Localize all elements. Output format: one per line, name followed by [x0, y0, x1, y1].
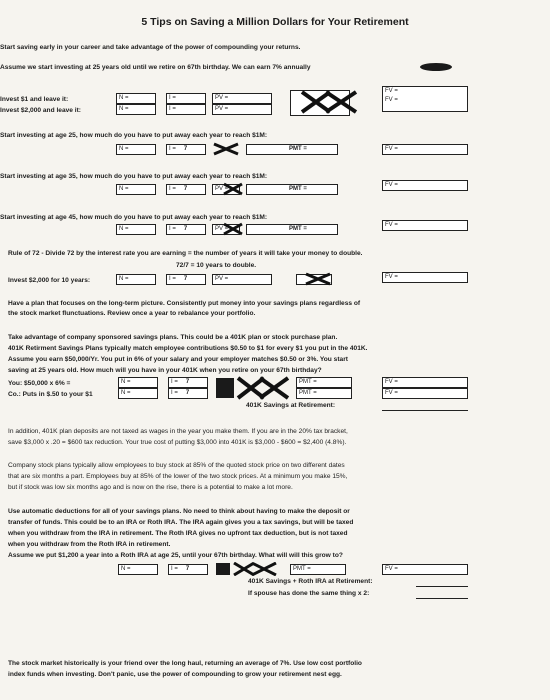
stock-line1: Company stock plans typically allow employees to buy stock at 85% of the quoted stock price on two different dates	[8, 462, 345, 469]
pv-label: PV =	[215, 276, 229, 282]
rule72-calc: 72/7 = 10 years to double.	[176, 262, 257, 269]
pmt-label: PMT =	[289, 186, 307, 192]
question-age-25: Start investing at age 25, how much do you have to put away each year to reach $1M:	[0, 132, 268, 139]
fv-label: FV =	[385, 97, 398, 103]
tip4-line1: Use automatic deductions for all of your savings plans. No need to think about having to make the deposit or	[8, 508, 350, 515]
n-label: N =	[119, 186, 129, 192]
tip4-line5: Assume we put $1,200 a year into a Roth IRA at age 25, until your 67th birthday. What will will this grow to?	[8, 552, 343, 559]
pv-field[interactable]	[212, 274, 272, 285]
tip5-line1: The stock market historically is your friend over the long haul, returning an average of 7%. Use low cost portfolio	[8, 660, 362, 667]
i-field[interactable]	[166, 224, 206, 235]
pv-field[interactable]	[212, 104, 272, 115]
page-title: 5 Tips on Saving a Million Dollars for Your Retirement	[141, 16, 409, 28]
fv-label: FV =	[385, 182, 398, 188]
tip3-you-label: You: $50,000 x 6% =	[8, 380, 71, 387]
fv-field[interactable]	[382, 272, 468, 283]
n-label: N =	[119, 226, 129, 232]
n-label: N =	[121, 566, 131, 572]
n-field[interactable]	[118, 377, 158, 388]
scribble-mark	[418, 62, 454, 76]
fv-label: FV =	[385, 88, 398, 94]
rule72-heading: Rule of 72 - Divide 72 by the interest rate you are earning = the number of years it will take your money to double.	[8, 250, 363, 257]
401k-savings-label: 401K Savings at Retirement:	[246, 402, 336, 409]
tax-line2: save $3,000 x .20 = $600 tax reduction. Your true cost of putting $3,000 into 401K is $3,000 - $600 = $2,400 (4.8%).	[8, 439, 347, 446]
rate-value: 7	[183, 146, 188, 152]
stock-line2: that are six months a part. Employees buy at 85% of the lower of the two stock prices. At a minimum you make 15%,	[8, 473, 348, 480]
n-label: N =	[119, 106, 129, 112]
tip3-line1: Take advantage of company sponsored savings plans. This could be a 401K plan or stock purchase plan.	[8, 334, 338, 341]
n-label: N =	[119, 146, 129, 152]
tip2-line2: the stock market flunctuations. Review once a year to rebalance your portfolio.	[8, 310, 256, 317]
n-field[interactable]	[118, 388, 158, 399]
pv-label: PV =	[215, 95, 229, 101]
fv-field[interactable]	[382, 388, 468, 399]
tip1-heading: Start saving early in your career and take advantage of the power of compounding your returns.	[0, 44, 301, 51]
i-field[interactable]	[168, 564, 208, 575]
invest-2000-label: Invest $2,000 and leave it:	[0, 107, 81, 114]
scribble-mark	[214, 376, 294, 402]
fv-field[interactable]	[382, 180, 468, 191]
i-field[interactable]	[166, 144, 206, 155]
tip4-line2: transfer of funds. This could be to an IRA or Roth IRA. The IRA again gives you a tax savings, but will be taxed	[8, 519, 354, 526]
pmt-label: PMT =	[299, 390, 317, 396]
i-field[interactable]	[166, 93, 206, 104]
i-label: I =	[169, 226, 176, 232]
fv-field[interactable]	[382, 377, 468, 388]
tip3-company-label: Co.: Puts in $.50 to your $1	[8, 391, 93, 398]
tip2-line1: Have a plan that focuses on the long-term picture. Consistently put money into your savings plans regardless of	[8, 300, 361, 307]
tip3-line3: Assume you earn $50,000/Yr. You put in 6% of your salary and your employer matches $0.50 or 3%. You start	[8, 356, 348, 363]
pmt-label: PMT =	[293, 566, 311, 572]
fv-label: FV =	[385, 222, 398, 228]
pmt-label: PMT =	[289, 146, 307, 152]
pv-label: PV =	[215, 226, 229, 232]
spouse-label: If spouse has done the same thing x 2:	[248, 590, 370, 597]
pmt-field[interactable]	[246, 144, 338, 155]
fv-field[interactable]	[382, 86, 468, 112]
tip4-line4: when you withdraw from the Roth IRA in retirement.	[8, 541, 171, 548]
n-field[interactable]	[116, 274, 156, 285]
scribble-mark	[222, 222, 244, 236]
i-label: I =	[171, 379, 178, 385]
rate-value: 7	[185, 566, 190, 572]
pmt-label: PMT =	[289, 226, 307, 232]
rate-value: 7	[183, 186, 188, 192]
pmt-field[interactable]	[246, 184, 338, 195]
pmt-field[interactable]	[246, 224, 338, 235]
i-label: I =	[169, 95, 176, 101]
invest-1-label: Invest $1 and leave it:	[0, 96, 69, 103]
tip3-line2: 401K Retirment Savings Plans typically match employee contributions $0.50 to $1 for every $1 you put in the 401K.	[8, 345, 368, 352]
n-field[interactable]	[116, 144, 156, 155]
tip4-line3: when you withdraw from the IRA in retirement. The Roth IRA gives no upfront tax deduction, but is not taxed	[8, 530, 348, 537]
i-field[interactable]	[166, 104, 206, 115]
fv-label: FV =	[385, 390, 398, 396]
i-field[interactable]	[168, 377, 208, 388]
fv-label: FV =	[385, 566, 398, 572]
i-field[interactable]	[166, 184, 206, 195]
n-label: N =	[119, 95, 129, 101]
fv-field[interactable]	[382, 220, 468, 231]
n-label: N =	[121, 379, 131, 385]
n-field[interactable]	[118, 564, 158, 575]
question-age-45: Start investing at age 45, how much do you have to put away each year to reach $1M:	[0, 214, 268, 221]
i-label: I =	[169, 146, 176, 152]
fv-label: FV =	[385, 379, 398, 385]
i-field[interactable]	[168, 388, 208, 399]
i-label: I =	[171, 390, 178, 396]
i-field[interactable]	[166, 274, 206, 285]
fv-field[interactable]	[382, 564, 468, 575]
i-label: I =	[169, 186, 176, 192]
scribble-mark	[222, 182, 244, 196]
scribble-mark	[304, 272, 334, 286]
n-field[interactable]	[116, 93, 156, 104]
i-label: I =	[169, 276, 176, 282]
n-field[interactable]	[116, 184, 156, 195]
rate-value: 7	[185, 379, 190, 385]
rule72-invest-label: Invest $2,000 for 10 years:	[8, 277, 91, 284]
n-field[interactable]	[116, 224, 156, 235]
rate-value: 7	[185, 390, 190, 396]
i-label: I =	[169, 106, 176, 112]
fv-label: FV =	[385, 274, 398, 280]
answer-underline	[416, 598, 468, 599]
i-label: I =	[171, 566, 178, 572]
tip3-line4: saving at 25 years old. How much will you have in your 401K when you retire on your 67th birthday?	[8, 367, 322, 374]
tax-line1: In addition, 401K plan deposits are not taxed as wages in the year you make them. If you are in the 20% tax bracket,	[8, 428, 348, 435]
pmt-field[interactable]	[296, 377, 352, 388]
n-label: N =	[121, 390, 131, 396]
pv-label: PV =	[215, 106, 229, 112]
stock-line3: but if stock was low six months ago and is now on the rise, there is a potential to make a lot more.	[8, 484, 293, 491]
rate-value: 7	[183, 276, 188, 282]
scribble-mark	[212, 142, 242, 156]
pmt-label: PMT =	[299, 379, 317, 385]
roth-total-label: 401K Savings + Roth IRA at Retirement:	[248, 578, 373, 585]
answer-underline	[382, 410, 468, 411]
pmt-field[interactable]	[290, 564, 346, 575]
tip1-assumption: Assume we start investing at 25 years old until we retire on 67th birthday. We can earn 7% annually	[0, 64, 311, 71]
scribble-mark	[214, 562, 282, 576]
rate-value: 7	[183, 226, 188, 232]
n-field[interactable]	[116, 104, 156, 115]
scribble-mark	[300, 88, 360, 116]
n-label: N =	[119, 276, 129, 282]
fv-label: FV =	[385, 146, 398, 152]
answer-underline	[416, 586, 468, 587]
fv-field[interactable]	[382, 144, 468, 155]
question-age-35: Start investing at age 35, how much do you have to put away each year to reach $1M:	[0, 173, 268, 180]
tip5-line2: index funds when investing. Don't panic, use the power of compounding to grow your retirement nest egg.	[8, 671, 342, 678]
pv-field[interactable]	[212, 93, 272, 104]
pmt-field[interactable]	[296, 388, 352, 399]
pv-label: PV =	[215, 186, 229, 192]
